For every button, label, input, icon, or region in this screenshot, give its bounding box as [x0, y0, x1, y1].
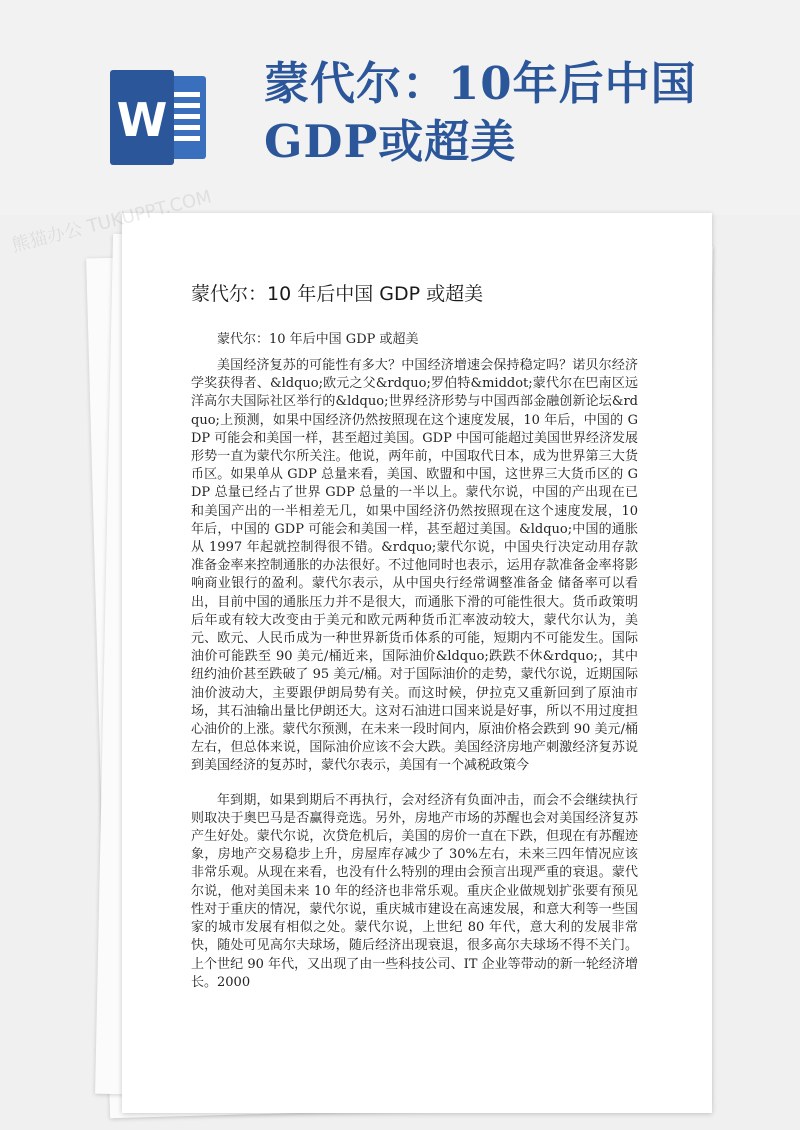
paragraph-1: 美国经济复苏的可能性有多大？中国经济增速会保持稳定吗？诺贝尔经济学奖获得者、&ldquo;欧元之父&rdquo;罗伯特&middot;蒙代尔在巴南区远洋高尔夫国际社区举行的&ldquo;世界经济形势与中国西部金融创新论坛&rdquo;上预测，如果中国经济仍然按照现在这个速度发展，10 年后，中国的 GDP 可能会和美国一样，甚至超过美国。GDP 中国可能超过美国世界经济发展形势一直为蒙代尔所关注。他说，两年前，中国取代日本，成为世界第三大货币区。如果单从 GDP 总量来看，美国、欧盟和中国，这世界三大货币区的 GDP 总量已经占了世界 GDP 总量的一半以上。蒙代尔说，中国的产出现在已和美国产出的一半相差无几，如果中国经济仍然按照现在这个速度发展，10 年后，中国的 GDP 可能会和美国一样，甚至超过美国。&ldquo;中国的通胀从 1997 年起就控制得很不错。&rdquo;蒙代尔说，中国央行决定动用存款准备金率来控制通胀的办法很好。不过他同时也表示，运用存款准备金率将影响商业银行的盈利。蒙代尔表示，从中国央行经常调整准备金 储备率可以看出，目前中国的通胀压力并不是很大，而通胀下滑的可能性很大。货币政策明后年或有较大改变由于美元和欧元两种货币汇率波动较大，蒙代尔认为，美元、欧元、人民币成为一种世界新货币体系的可能，短期内不可能发生。国际油价可能跌至 90 美元/桶近来，国际油价&ldquo;跌跌不休&rdquo;，其中纽约油价甚至跌破了 95 美元/桶。对于国际油价的走势，蒙代尔说，近期国际油价波动大，主要跟伊朗局势有关。而这时候，伊拉克又重新回到了原油市场，其石油输出量比伊朗还大。这对石油进口国来说是好事，所以不用过度担心油价的上涨。蒙代尔预测，在未来一段时间内，原油价格会跌到 90 美元/桶左右，但总体来说，国际油价应该不会大跌。美国经济房地产刺激经济复苏说到美国经济的复苏时，蒙代尔表示，美国有一个减税政策今 — [191, 358, 638, 774]
watermark-text: 熊猫办公 TUKUPPT.COM — [9, 186, 214, 257]
page-subheading: 蒙代尔：10 年后中国 GDP 或超美 — [217, 332, 419, 347]
title-line-2: GDP或超美 — [264, 115, 517, 168]
title-line-1: 蒙代尔：10年后中国 — [264, 57, 697, 110]
svg-text:W: W — [116, 93, 168, 147]
document-page — [122, 213, 712, 1113]
page-heading: 蒙代尔：10 年后中国 GDP 或超美 — [191, 283, 484, 305]
word-document-icon — [110, 70, 210, 165]
document-title — [264, 55, 764, 171]
header-banner — [0, 0, 800, 215]
paragraph-2: 年到期，如果到期后不再执行，会对经济有负面冲击，而会不会继续执行则取决于奥巴马是否赢得竞选。另外，房地产市场的苏醒也会对美国经济复苏产生好处。蒙代尔说，次贷危机后，美国的房价一直在下跌，但现在有苏醒迹象，房地产交易稳步上升，房屋库存减少了 30%左右，未来三四年情况应该非常乐观。从现在来看，也没有什么特别的理由会预言出现严重的衰退。蒙代尔说，他对美国未来 10 年的经济也非常乐观。重庆企业做规划扩张要有预见性对于重庆的情况，蒙代尔说，重庆城市建设在高速发展，和意大利等一些国家的城市发展有相似之处。蒙代尔说，上世纪 80 年代，意大利的发展非常快，随处可见高尔夫球场，随后经济出现衰退，很多高尔夫球场不得不关门。上个世纪 90 年代，又出现了由一些科技公司、IT 企业等带动的新一轮经济增长。2000 — [191, 792, 638, 990]
article-body — [191, 357, 638, 992]
